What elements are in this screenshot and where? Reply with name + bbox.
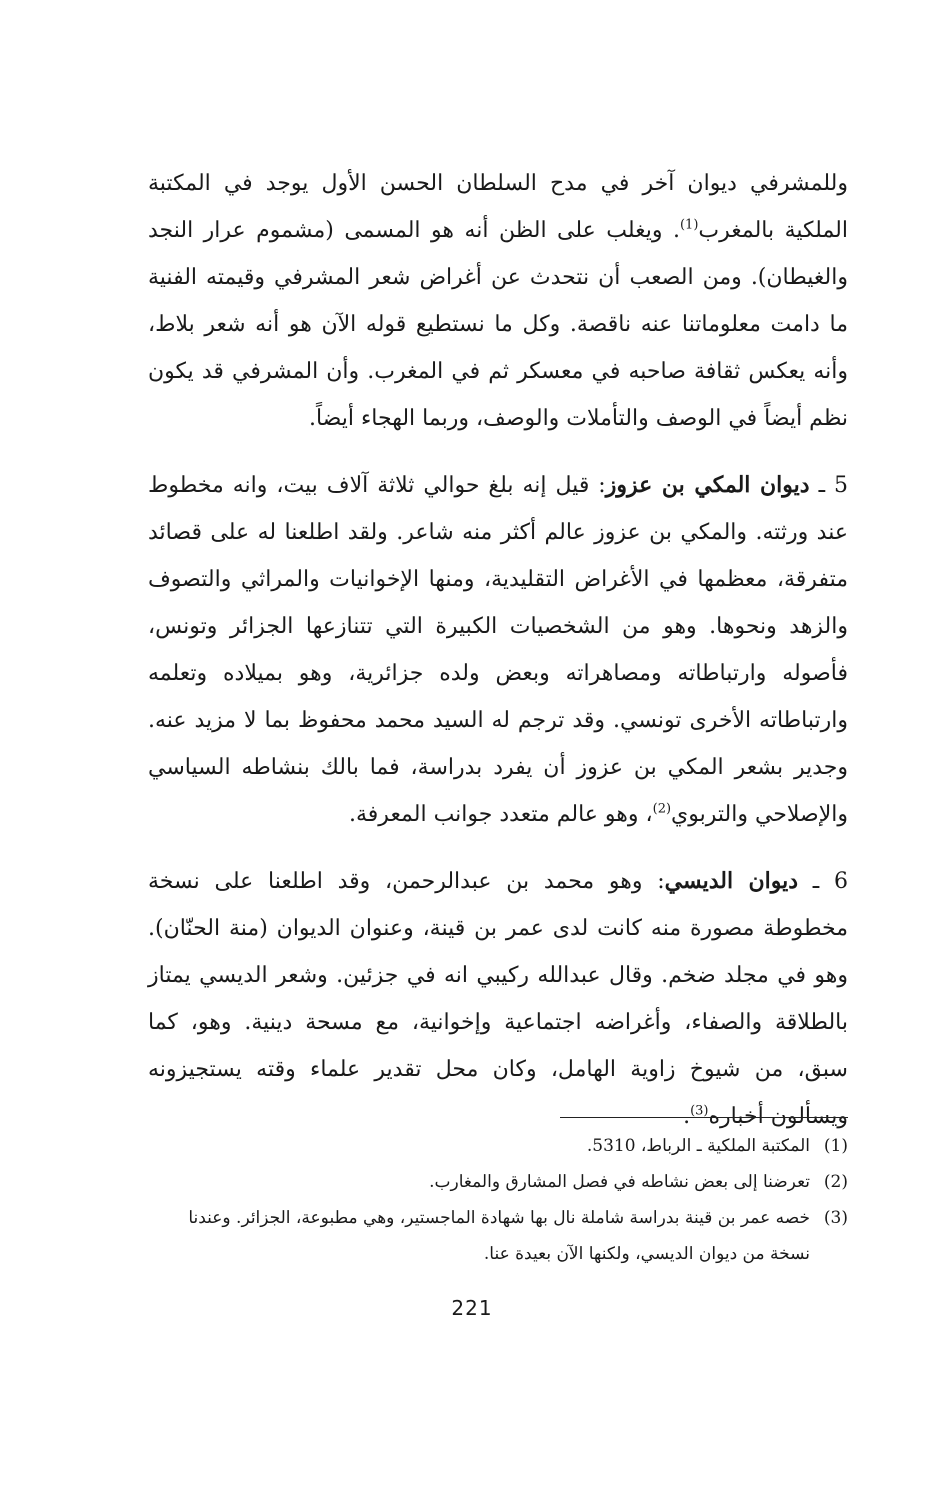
paragraph-disi [148, 858, 848, 1140]
section-number: 5 ـ [818, 473, 848, 498]
footnote-ref-1[interactable]: (1) [679, 217, 699, 233]
section-number: 6 ـ [812, 869, 848, 894]
footnote-ref-2[interactable]: (2) [652, 801, 672, 817]
body-text [148, 160, 848, 1140]
paragraph-text: : قيل إنه بلغ حوالي ثلاثة آلاف بيت، وانه مخطوط عند ورثته. والمكي بن عزوز عالم أكثر منه شاعر. ولقد اطلعنا له على قصائد متفرقة، معظمها في الأغراض التقليدية، ومنها الإخوانيات والمراثي والتصوف والزهد ونحوها. وهو من الشخصيات الكبيرة التي تتنازعها الجزائر وتونس، فأصوله وارتباطاته ومصاهراته وبعض ولده جزائرية، وهو بميلاده وتعلمه وارتباطاته الأخرى تونسي. وقد ترجم له السيد محمد محفوظ بما لا مزيد عنه. وجدير بشعر المكي بن عزوز أن يفرد بدراسة، فما بالك بنشاطه السياسي والإصلاحي والتربوي [148, 473, 848, 827]
footnote-item [148, 1128, 848, 1164]
footnote-text: المكتبة الملكية ـ الرباط، 5310. [586, 1136, 810, 1156]
paragraph-text: ، وهو عالم متعدد جوانب المعرفة. [349, 802, 653, 827]
footnote-number: (3) [823, 1208, 848, 1228]
paragraph-makki-bin-azzouz [148, 462, 848, 838]
page-number: 221 [451, 1296, 493, 1320]
footnote-text: خصه عمر بن قينة بدراسة شاملة نال بها شهادة الماجستير، وهي مطبوعة، الجزائر. وعندنا نسخة من ديوان الديسي، ولكنها الآن بعيدة عنا. [188, 1208, 810, 1264]
footnotes [148, 1128, 848, 1272]
footnote-text: تعرضنا إلى بعض نشاطه في فصل المشارق والمغارب. [429, 1172, 810, 1192]
section-title: ديوان الديسي [664, 868, 799, 894]
paragraph-text: : وهو محمد بن عبدالرحمن، وقد اطلعنا على نسخة مخطوطة مصورة منه كانت لدى عمر بن قينة، وعنوان الديوان (منة الحنّان). وهو في مجلد ضخم. وقال عبدالله ركيبي انه في جزئين. وشعر الديسي يمتاز بالطلاقة والصفاء، وأغراضه اجتماعية وإخوانية، مع مسحة دينية. وهو، كما سبق، من شيوخ زاوية الهامل، وكان محل تقدير علماء وقته يستجيزونه ويسألون أخباره [148, 869, 848, 1129]
footnote-number: (1) [823, 1136, 848, 1156]
footnote-item [148, 1164, 848, 1200]
paragraph-text: وللمشرفي ديوان آخر في مدح السلطان الحسن الأول يوجد في المكتبة الملكية بالمغرب [148, 171, 848, 243]
section-title: ديوان المكي بن عزوز [605, 472, 810, 498]
footnote-divider [560, 1117, 848, 1118]
paragraph-text: . [683, 1104, 691, 1129]
footnote-item [148, 1200, 848, 1272]
paragraph-text: . ويغلب على الظن أنه هو المسمى (مشموم عرار النجد والغيطان). ومن الصعب أن نتحدث عن أغراض شعر المشرفي وقيمته الفنية ما دامت معلوماتنا عنه ناقصة. وكل ما نستطيع قوله الآن هو أنه شعر بلاط، وأنه يعكس ثقافة صاحبه في معسكر ثم في المغرب. وأن المشرفي قد يكون نظم أيضاً في الوصف والتأملات والوصف، وربما الهجاء أيضاً. [148, 218, 848, 431]
paragraph-mashrafi [148, 160, 848, 442]
footnote-number: (2) [823, 1172, 848, 1192]
footnote-ref-3[interactable]: (3) [690, 1103, 709, 1119]
